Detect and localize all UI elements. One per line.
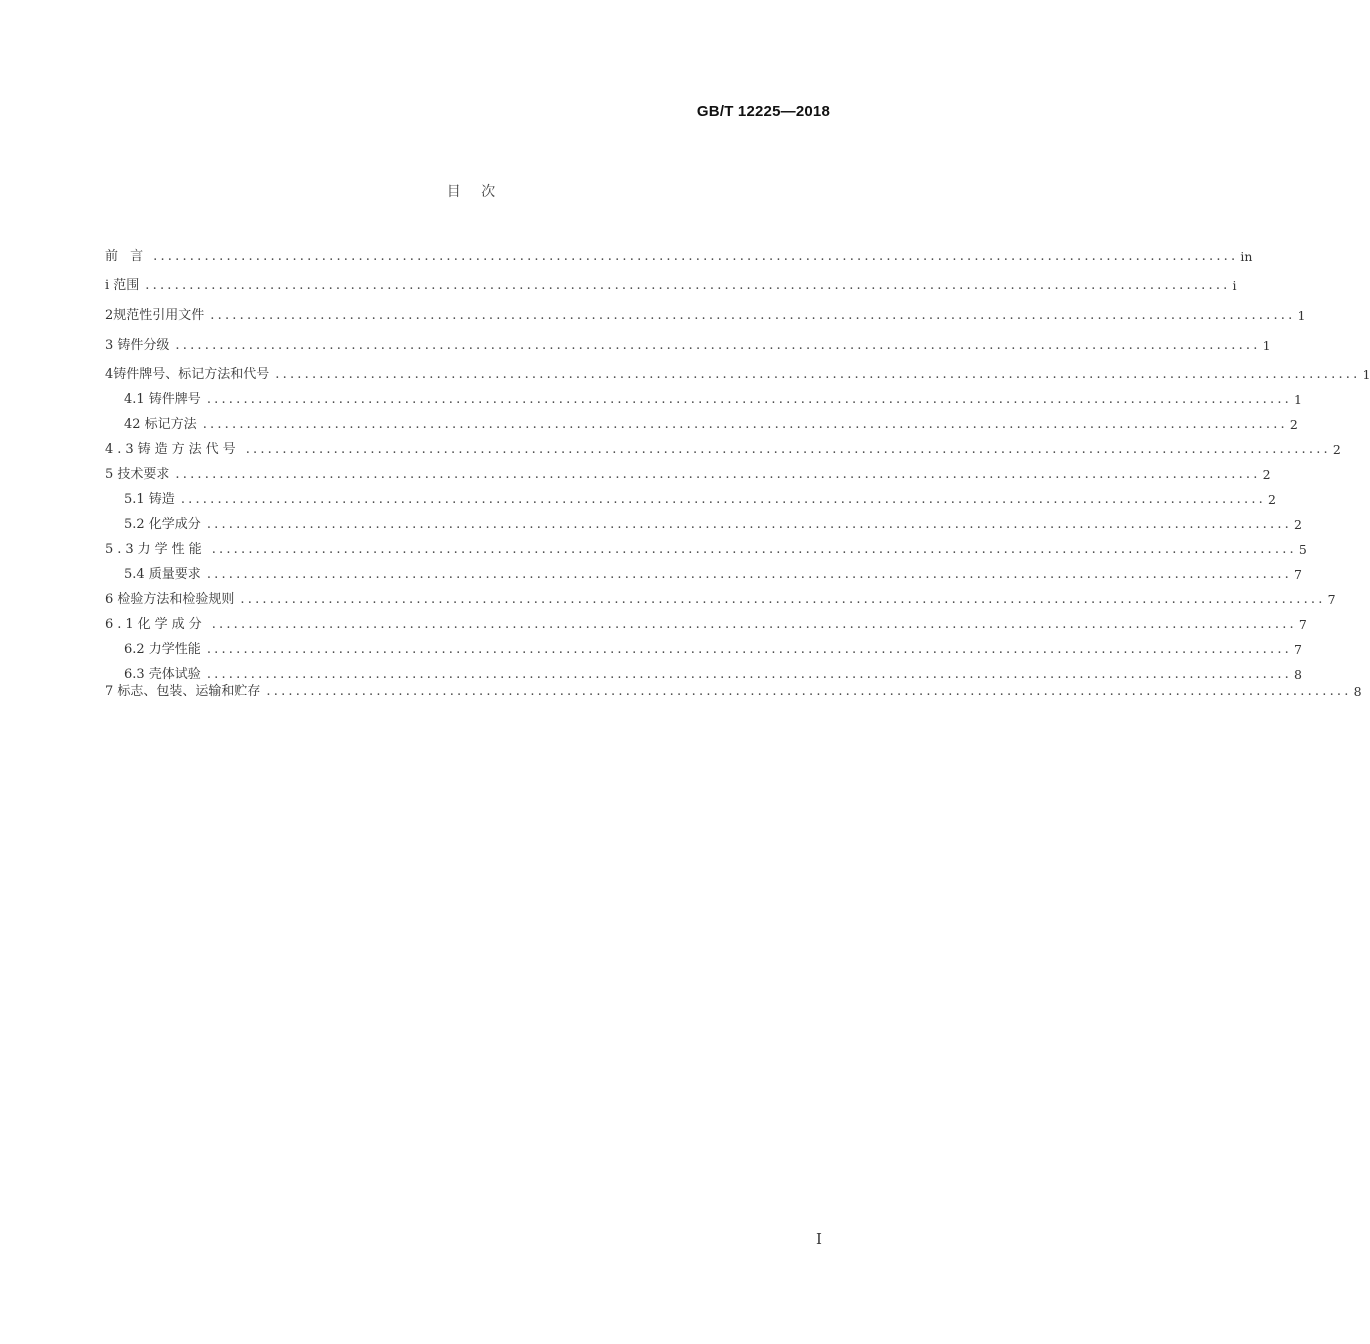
toc-leader: .................................................................................................................................................... (206, 667, 1292, 682)
toc-leader: .................................................................................................................................................... (211, 542, 1297, 557)
toc-entry-label: 4.1 铸件牌号 (124, 392, 201, 407)
toc-entry-inspection-methods[interactable] (105, 588, 1336, 608)
toc-leader: .................................................................................................................................................... (206, 567, 1292, 582)
toc-entry-label: 2规范性引用文件 (105, 308, 205, 323)
toc-leader: .................................................................................................................................................... (202, 417, 1288, 432)
toc-entry-page: 2 (1289, 417, 1298, 432)
toc-entry-page: 1 (1262, 338, 1271, 353)
toc-entry-mechanical-properties[interactable] (105, 538, 1307, 558)
toc-entry-label: 42 标记方法 (124, 417, 197, 432)
toc-entry-casting-designation[interactable] (124, 388, 1302, 408)
toc-leader: .................................................................................................................................................... (206, 642, 1292, 657)
toc-leader: .................................................................................................................................................... (245, 442, 1331, 457)
toc-entry-label: 7 标志、包装、运输和贮存 (105, 684, 261, 699)
toc-title: 目 次 (446, 184, 504, 200)
toc-entry-label: 6.1化学成分 (105, 617, 206, 632)
toc-entry-label: 前 言 (105, 249, 148, 264)
toc-entry-page: 1 (1297, 308, 1306, 323)
toc-entry-page: 2 (1332, 442, 1341, 457)
toc-entry-marking-method[interactable] (124, 413, 1298, 433)
page-folio: I (816, 1230, 822, 1248)
toc-entry-quality-requirements[interactable] (124, 563, 1302, 583)
toc-entry-page: in (1240, 249, 1253, 264)
toc-entry-page: 8 (1353, 684, 1362, 699)
toc-entry-page: 7 (1294, 642, 1302, 657)
toc-entry-casting-method-code[interactable] (105, 438, 1341, 458)
toc-entry-page: i (1232, 278, 1237, 293)
toc-entry-casting-grades[interactable] (105, 334, 1271, 354)
toc-entry-label: 5.1 铸造 (124, 492, 175, 507)
toc-entry-casting[interactable] (124, 488, 1276, 508)
toc-entry-page: 1 (1362, 367, 1370, 382)
toc-entry-page: 5 (1298, 542, 1307, 557)
toc-entry-label: 6 检验方法和检验规则 (105, 592, 235, 607)
toc-entry-marking-packaging[interactable] (105, 680, 1362, 700)
toc-leader: .................................................................................................................................................... (206, 517, 1292, 532)
toc-entry-chemical-composition[interactable] (124, 513, 1302, 533)
toc-leader: .................................................................................................................................................... (180, 492, 1266, 507)
toc-leader: .................................................................................................................................................... (206, 392, 1292, 407)
toc-leader: .................................................................................................................................................... (145, 278, 1231, 293)
toc-entry-label: 5.4 质量要求 (124, 567, 201, 582)
toc-entry-designation-marking[interactable] (105, 363, 1370, 383)
toc-entry-page: 8 (1294, 667, 1302, 682)
toc-leader: .................................................................................................................................................... (175, 338, 1261, 353)
toc-entry-page: 7 (1298, 617, 1307, 632)
toc-leader: .................................................................................................................................................... (266, 684, 1352, 699)
toc-leader: .................................................................................................................................................... (210, 308, 1296, 323)
toc-entry-page: 1 (1294, 392, 1302, 407)
toc-leader: .................................................................................................................................................... (175, 467, 1261, 482)
toc-entry-label: 5 技术要求 (105, 467, 170, 482)
standard-number: GB/T 12225—2018 (696, 103, 830, 120)
toc-leader: .................................................................................................................................................... (240, 592, 1326, 607)
toc-entry-label: 4铸件牌号、标记方法和代号 (105, 367, 270, 382)
toc-entry-label: 6.2 力学性能 (124, 642, 201, 657)
toc-entry-label: i 范围 (105, 278, 140, 293)
toc-entry-page: 7 (1294, 567, 1302, 582)
toc-entry-page: 2 (1262, 467, 1271, 482)
toc-entry-foreword[interactable] (105, 245, 1253, 265)
toc-entry-page: 7 (1327, 592, 1336, 607)
toc-leader: .................................................................................................................................................... (211, 617, 1297, 632)
toc-entry-page: 2 (1268, 492, 1276, 507)
toc-entry-chemical-composition-test[interactable] (105, 613, 1307, 633)
toc-entry-label: 4.3铸造方法代号 (105, 442, 240, 457)
toc-entry-scope[interactable] (105, 274, 1237, 294)
toc-entry-label: 6.3 壳体试验 (124, 667, 201, 682)
toc-entry-mechanical-properties-test[interactable] (124, 638, 1302, 658)
toc-leader: .................................................................................................................................................... (275, 367, 1361, 382)
toc-entry-technical-requirements[interactable] (105, 463, 1271, 483)
toc-entry-label: 5.2 化学成分 (124, 517, 201, 532)
toc-entry-label: 3 铸件分级 (105, 338, 170, 353)
toc-entry-page: 2 (1294, 517, 1302, 532)
toc-entry-normative-references[interactable] (105, 304, 1306, 324)
toc-leader: .................................................................................................................................................... (153, 249, 1239, 264)
toc-entry-label: 5.3力学性能 (105, 542, 206, 557)
